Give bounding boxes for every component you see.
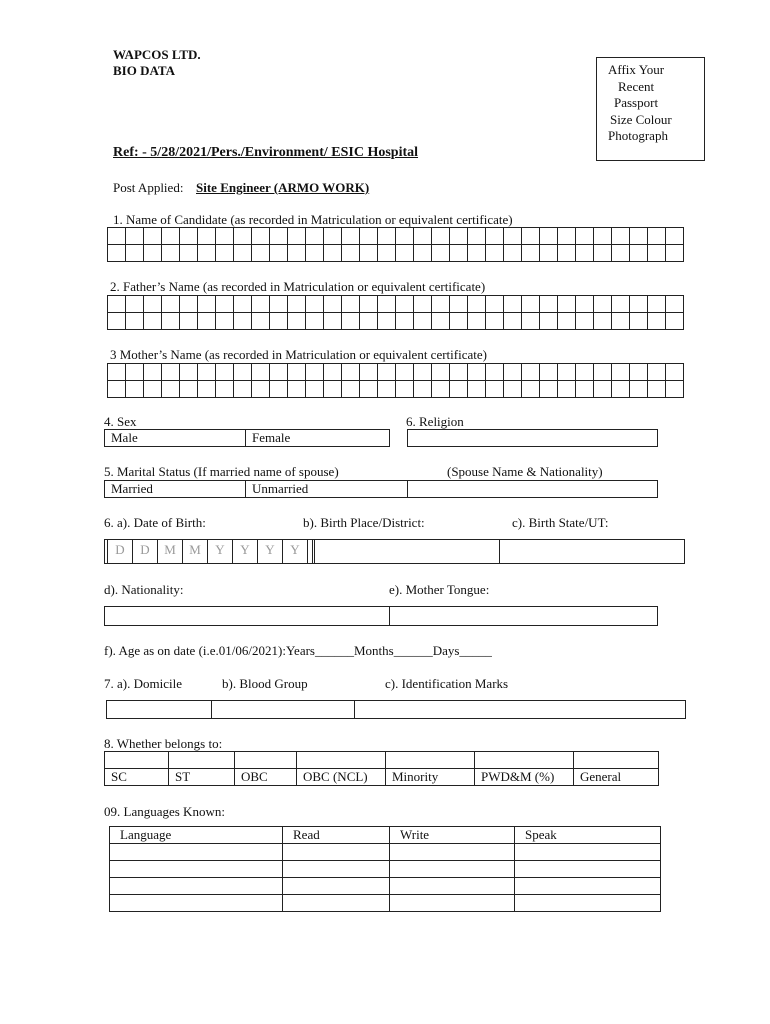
char-box[interactable] (630, 364, 648, 381)
blood-group-field[interactable] (211, 700, 355, 719)
char-box[interactable] (648, 228, 666, 245)
char-box[interactable] (216, 313, 234, 330)
candidate-name-grid[interactable] (107, 227, 684, 262)
char-box[interactable] (324, 245, 342, 262)
char-box[interactable] (468, 364, 486, 381)
char-box[interactable] (504, 296, 522, 313)
char-box[interactable] (234, 296, 252, 313)
religion-field[interactable] (407, 429, 658, 447)
religion-label: 6. Religion (406, 414, 464, 429)
char-box[interactable] (504, 228, 522, 245)
char-box[interactable] (108, 228, 126, 245)
category-check-cell[interactable] (475, 752, 574, 769)
char-box[interactable] (648, 296, 666, 313)
char-box[interactable] (180, 313, 198, 330)
char-box[interactable] (144, 313, 162, 330)
languages-table (109, 826, 661, 912)
char-box[interactable] (576, 296, 594, 313)
char-box[interactable] (576, 364, 594, 381)
table-row[interactable] (110, 861, 661, 878)
marital-option-unmarried[interactable]: Unmarried (245, 480, 408, 498)
char-box[interactable] (594, 313, 612, 330)
char-box[interactable] (396, 245, 414, 262)
char-box[interactable] (486, 245, 504, 262)
char-box[interactable] (108, 364, 126, 381)
mother-tongue-label: e). Mother Tongue: (389, 582, 490, 597)
char-box[interactable] (504, 245, 522, 262)
char-box[interactable] (378, 245, 396, 262)
char-box[interactable] (450, 381, 468, 398)
char-box[interactable] (324, 381, 342, 398)
category-check-cell[interactable] (235, 752, 297, 769)
char-box[interactable] (450, 313, 468, 330)
char-box[interactable] (270, 296, 288, 313)
post-applied-value: Site Engineer (ARMO WORK) (196, 180, 370, 195)
char-box[interactable] (252, 296, 270, 313)
identification-marks-field[interactable] (354, 700, 686, 719)
dob-year-2[interactable]: Y (233, 539, 258, 563)
marital-status-label: 5. Marital Status (If married name of spouse) (104, 464, 339, 479)
char-box[interactable] (342, 313, 360, 330)
char-box[interactable] (180, 245, 198, 262)
char-box[interactable] (540, 364, 558, 381)
char-box[interactable] (378, 364, 396, 381)
char-box[interactable] (522, 381, 540, 398)
char-box[interactable] (234, 245, 252, 262)
char-box[interactable] (342, 228, 360, 245)
char-box[interactable] (630, 381, 648, 398)
category-check-cell[interactable] (169, 752, 235, 769)
company-name: WAPCOS LTD. (113, 47, 201, 62)
category-check-cell[interactable] (105, 752, 169, 769)
char-box[interactable] (306, 228, 324, 245)
char-box[interactable] (666, 245, 684, 262)
char-box[interactable] (468, 296, 486, 313)
char-box[interactable] (468, 313, 486, 330)
char-box[interactable] (540, 381, 558, 398)
char-box[interactable] (504, 364, 522, 381)
char-box[interactable] (540, 313, 558, 330)
char-box[interactable] (180, 296, 198, 313)
char-box[interactable] (648, 313, 666, 330)
char-box[interactable] (486, 364, 504, 381)
char-box[interactable] (324, 313, 342, 330)
header-write: Write (390, 827, 515, 844)
char-box[interactable] (126, 296, 144, 313)
char-box[interactable] (450, 228, 468, 245)
char-box[interactable] (162, 245, 180, 262)
char-box[interactable] (306, 245, 324, 262)
dob-field[interactable] (107, 539, 308, 563)
char-box[interactable] (252, 381, 270, 398)
char-box[interactable] (396, 296, 414, 313)
dob-year-1[interactable]: Y (208, 539, 233, 563)
char-box[interactable] (252, 245, 270, 262)
char-box[interactable] (558, 381, 576, 398)
dob-month-2[interactable]: M (183, 539, 208, 563)
char-box[interactable] (360, 313, 378, 330)
char-box[interactable] (504, 381, 522, 398)
char-box[interactable] (270, 245, 288, 262)
char-box[interactable] (414, 245, 432, 262)
form-title: BIO DATA (113, 63, 175, 78)
char-box[interactable] (594, 381, 612, 398)
char-box[interactable] (144, 381, 162, 398)
char-box[interactable] (360, 245, 378, 262)
char-box[interactable] (594, 296, 612, 313)
char-box[interactable] (666, 364, 684, 381)
category-pwd: PWD&M (%) (475, 769, 574, 786)
char-box[interactable] (324, 364, 342, 381)
char-box[interactable] (468, 381, 486, 398)
char-box[interactable] (288, 296, 306, 313)
spouse-label: (Spouse Name & Nationality) (447, 464, 603, 479)
char-box[interactable] (576, 381, 594, 398)
category-label: 8. Whether belongs to: (104, 736, 223, 751)
char-box[interactable] (216, 296, 234, 313)
photo-line: Passport (614, 95, 659, 110)
blood-group-label: b). Blood Group (222, 676, 308, 691)
char-box[interactable] (216, 228, 234, 245)
nationality-label: d). Nationality: (104, 582, 184, 597)
char-box[interactable] (576, 313, 594, 330)
photo-line: Photograph (608, 128, 668, 143)
char-box[interactable] (594, 364, 612, 381)
char-box[interactable] (360, 228, 378, 245)
char-box[interactable] (558, 313, 576, 330)
char-box[interactable] (522, 364, 540, 381)
char-box[interactable] (252, 228, 270, 245)
char-box-row (108, 364, 684, 381)
char-box[interactable] (612, 245, 630, 262)
char-box[interactable] (450, 245, 468, 262)
char-box[interactable] (378, 381, 396, 398)
category-checkbox-row (105, 752, 659, 769)
char-box[interactable] (162, 364, 180, 381)
char-box[interactable] (180, 364, 198, 381)
char-box[interactable] (288, 245, 306, 262)
char-box[interactable] (486, 228, 504, 245)
category-table (104, 751, 659, 786)
category-obc: OBC (235, 769, 297, 786)
char-box[interactable] (162, 381, 180, 398)
char-box[interactable] (306, 381, 324, 398)
char-box[interactable] (342, 296, 360, 313)
char-box[interactable] (270, 228, 288, 245)
birth-state-label: c). Birth State/UT: (512, 515, 609, 530)
char-box[interactable] (342, 245, 360, 262)
char-box[interactable] (558, 364, 576, 381)
char-box[interactable] (612, 381, 630, 398)
marital-option-married[interactable]: Married (104, 480, 246, 498)
table-row[interactable] (110, 844, 661, 861)
char-box[interactable] (288, 364, 306, 381)
char-box[interactable] (468, 228, 486, 245)
char-box[interactable] (198, 245, 216, 262)
char-box[interactable] (270, 364, 288, 381)
char-box[interactable] (198, 296, 216, 313)
char-box[interactable] (432, 228, 450, 245)
father-name-grid[interactable] (107, 295, 684, 330)
post-applied-label: Post Applied: (113, 180, 184, 195)
char-box[interactable] (126, 228, 144, 245)
category-check-cell[interactable] (386, 752, 475, 769)
char-box[interactable] (576, 245, 594, 262)
table-row[interactable] (110, 895, 661, 912)
char-box[interactable] (378, 228, 396, 245)
char-box-row (108, 296, 684, 313)
char-box[interactable] (252, 364, 270, 381)
char-box[interactable] (522, 245, 540, 262)
char-box-row (108, 313, 684, 330)
dob-month-1[interactable]: M (158, 539, 183, 563)
category-sc: SC (105, 769, 169, 786)
char-box[interactable] (630, 228, 648, 245)
char-box[interactable] (630, 245, 648, 262)
dob-label: 6. a). Date of Birth: (104, 515, 206, 530)
char-box[interactable] (432, 296, 450, 313)
char-box[interactable] (324, 296, 342, 313)
dob-year-3[interactable]: Y (258, 539, 283, 563)
char-box[interactable] (108, 313, 126, 330)
char-box[interactable] (558, 296, 576, 313)
spouse-field[interactable] (407, 480, 658, 498)
char-box[interactable] (612, 313, 630, 330)
domicile-label: 7. a). Domicile (104, 676, 182, 691)
char-box[interactable] (180, 228, 198, 245)
char-box[interactable] (126, 313, 144, 330)
char-box[interactable] (162, 228, 180, 245)
char-box[interactable] (450, 364, 468, 381)
father-name-label: 2. Father’s Name (as recorded in Matriculation or equivalent certificate) (110, 279, 486, 294)
char-box[interactable] (270, 381, 288, 398)
char-box[interactable] (540, 245, 558, 262)
char-box[interactable] (432, 245, 450, 262)
char-box[interactable] (144, 245, 162, 262)
photo-line: Size Colour (610, 111, 672, 127)
char-box[interactable] (144, 228, 162, 245)
domicile-field[interactable] (106, 700, 212, 719)
char-box[interactable] (522, 228, 540, 245)
char-box[interactable] (234, 313, 252, 330)
char-box[interactable] (648, 245, 666, 262)
char-box[interactable] (216, 245, 234, 262)
char-box[interactable] (396, 381, 414, 398)
char-box[interactable] (648, 381, 666, 398)
char-box[interactable] (396, 313, 414, 330)
header-read: Read (283, 827, 390, 844)
char-box[interactable] (360, 381, 378, 398)
char-box[interactable] (594, 245, 612, 262)
char-box[interactable] (612, 364, 630, 381)
photo-line: Affix Your (608, 62, 665, 77)
char-box[interactable] (414, 364, 432, 381)
char-box[interactable] (234, 381, 252, 398)
char-box[interactable] (378, 313, 396, 330)
char-box[interactable] (324, 228, 342, 245)
char-box[interactable] (108, 296, 126, 313)
category-check-cell[interactable] (574, 752, 659, 769)
char-box[interactable] (432, 364, 450, 381)
char-box[interactable] (216, 364, 234, 381)
char-box[interactable] (486, 296, 504, 313)
languages-label: 09. Languages Known: (104, 804, 225, 819)
age-line: f). Age as on date (i.e.01/06/2021):Years______Months______Days_____ (104, 643, 492, 658)
char-box[interactable] (558, 245, 576, 262)
char-box[interactable] (432, 381, 450, 398)
char-box[interactable] (522, 313, 540, 330)
mother-name-label: 3 Mother’s Name (as recorded in Matriculation or equivalent certificate) (110, 347, 487, 362)
category-general: General (574, 769, 659, 786)
char-box[interactable] (252, 313, 270, 330)
char-box[interactable] (414, 381, 432, 398)
identification-marks-label: c). Identification Marks (385, 676, 509, 691)
dob-year-4[interactable]: Y (283, 539, 308, 563)
char-box[interactable] (144, 364, 162, 381)
char-box[interactable] (666, 296, 684, 313)
char-box[interactable] (558, 228, 576, 245)
char-box[interactable] (288, 313, 306, 330)
category-obc-ncl: OBC (NCL) (297, 769, 386, 786)
sex-option-male[interactable]: Male (104, 429, 246, 447)
char-box[interactable] (576, 228, 594, 245)
char-box[interactable] (342, 381, 360, 398)
char-box[interactable] (504, 313, 522, 330)
category-label-row (105, 769, 659, 786)
char-box[interactable] (306, 313, 324, 330)
photo-line: Recent (618, 78, 655, 94)
mother-name-grid[interactable] (107, 363, 684, 398)
mother-tongue-field[interactable] (389, 606, 658, 626)
char-box[interactable] (666, 313, 684, 330)
char-box[interactable] (360, 364, 378, 381)
reference-number: Ref: - 5/28/2021/Pers./Environment/ ESIC Hospital (113, 145, 419, 160)
char-box[interactable] (306, 296, 324, 313)
char-box[interactable] (360, 296, 378, 313)
sex-option-female[interactable]: Female (245, 429, 390, 447)
char-box[interactable] (198, 313, 216, 330)
birth-place-label: b). Birth Place/District: (303, 515, 425, 530)
char-box[interactable] (216, 381, 234, 398)
birth-place-field[interactable] (312, 539, 500, 564)
char-box[interactable] (378, 296, 396, 313)
languages-header-row (110, 827, 661, 844)
dob-day-1[interactable]: D (107, 539, 133, 563)
char-box[interactable] (630, 313, 648, 330)
char-box-row (108, 245, 684, 262)
char-box[interactable] (540, 228, 558, 245)
char-box[interactable] (486, 381, 504, 398)
birth-state-field[interactable] (499, 539, 685, 564)
char-box[interactable] (306, 364, 324, 381)
char-box[interactable] (198, 364, 216, 381)
char-box[interactable] (162, 296, 180, 313)
char-box[interactable] (270, 313, 288, 330)
char-box[interactable] (396, 364, 414, 381)
char-box[interactable] (522, 296, 540, 313)
photo-box (596, 57, 705, 161)
char-box[interactable] (414, 228, 432, 245)
char-box[interactable] (234, 228, 252, 245)
char-box[interactable] (198, 228, 216, 245)
char-box[interactable] (108, 245, 126, 262)
category-check-cell[interactable] (297, 752, 386, 769)
char-box[interactable] (198, 381, 216, 398)
char-box-row (108, 381, 684, 398)
char-box[interactable] (234, 364, 252, 381)
char-box[interactable] (594, 228, 612, 245)
char-box[interactable] (144, 296, 162, 313)
char-box[interactable] (540, 296, 558, 313)
header-speak: Speak (515, 827, 661, 844)
category-st: ST (169, 769, 235, 786)
char-box[interactable] (612, 228, 630, 245)
char-box[interactable] (630, 296, 648, 313)
char-box[interactable] (108, 381, 126, 398)
char-box[interactable] (126, 381, 144, 398)
char-box[interactable] (486, 313, 504, 330)
char-box[interactable] (396, 228, 414, 245)
candidate-name-label: 1. Name of Candidate (as recorded in Matriculation or equivalent certificate) (113, 212, 513, 227)
nationality-field[interactable] (104, 606, 390, 626)
sex-label: 4. Sex (104, 414, 137, 429)
char-box[interactable] (450, 296, 468, 313)
char-box[interactable] (414, 296, 432, 313)
char-box[interactable] (288, 381, 306, 398)
char-box[interactable] (432, 313, 450, 330)
header-language: Language (110, 827, 283, 844)
char-box[interactable] (666, 228, 684, 245)
table-row[interactable] (110, 878, 661, 895)
char-box[interactable] (612, 296, 630, 313)
char-box[interactable] (342, 364, 360, 381)
char-box[interactable] (468, 245, 486, 262)
char-box[interactable] (180, 381, 198, 398)
char-box[interactable] (666, 381, 684, 398)
char-box[interactable] (162, 313, 180, 330)
char-box[interactable] (648, 364, 666, 381)
dob-day-2[interactable]: D (133, 539, 158, 563)
char-box[interactable] (414, 313, 432, 330)
char-box-row (108, 228, 684, 245)
category-minority: Minority (386, 769, 475, 786)
char-box[interactable] (126, 364, 144, 381)
char-box[interactable] (126, 245, 144, 262)
char-box[interactable] (288, 228, 306, 245)
